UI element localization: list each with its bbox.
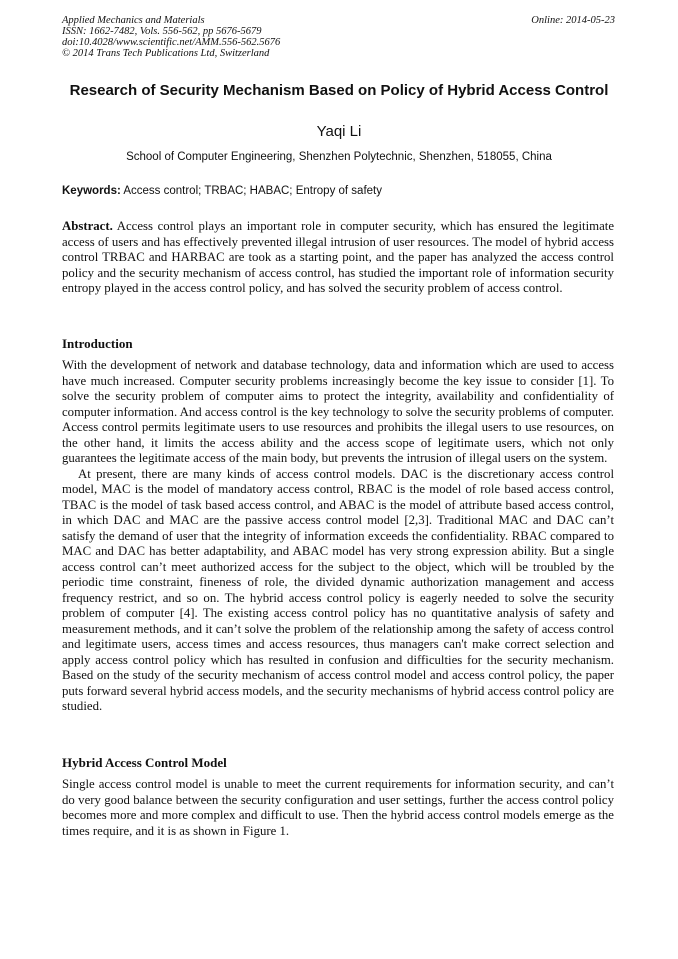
journal-header	[62, 15, 280, 59]
paragraph: Single access control model is unable to meet the current requirements for information security, and can’t do very good balance between the security configuration and user settings, further the access control policy becomes more and more complex and difficult to use. Then the hybrid access control models emerge as the times require, and it is as shown in Figure 1.	[62, 777, 614, 838]
hybrid-model-body	[62, 777, 614, 839]
keywords-label: Keywords:	[62, 185, 121, 197]
paragraph: With the development of network and database technology, data and information which are used to access have much increased. Computer security problems increasingly become the key issue to consider [1]. To solve the security problem of computer aims to protect the integrity, availability and confidentiality of computer information. And access control is the key technology to solve the security problems of computer. Access control permits legitimate users to use resources and prohibits the illegal users to use resources, on the other hand, it limits the access ability and the access scope of legitimate users, which not only guarantees the legitimate access of the main body, but prevents the intrusion of illegal users on the system.	[62, 358, 614, 465]
abstract-text: Access control plays an important role in computer security, which has ensured the legitimate access of users and has effectively prevented illegal intrusion of user resources. The model of hybrid access control TRBAC and HARBAC are took as a starting point, and the paper has analyzed the access control policy and the security mechanism of access control, has studied the important role of information security entropy played in the access control policy, and has solved the security problem of access control.	[62, 219, 614, 295]
issn-line: ISSN: 1662-7482, Vols. 556-562, pp 5676-5679	[62, 26, 262, 37]
online-date: Online: 2014-05-23	[531, 15, 615, 26]
abstract	[62, 219, 614, 297]
paragraph: At present, there are many kinds of access control models. DAC is the discretionary access control model, MAC is the model of mandatory access control, RBAC is the model of role based access control, TBAC is the model of task based access control, and ABAC is the model of attribute based access control, in which DAC and MAC are the passive access control model [2,3]. Traditional MAC and DAC can’t satisfy the demand of user that the integrity of information exceeds the confidentiality. RBAC compared to MAC and DAC has better adaptability, and ABAC model has very strong expression ability. But a single access control can’t meet authorized access for the subject to the object, which will be troubled by the periodic time constraint, fineness of role, the divided dynamic authorization management and access frequency restrict, and so on. The hybrid access control policy is eagerly needed to solve the security problem of computer [4]. The existing access control policy has no quantitative analysis of safety and measurement methods, and it can’t solve the problem of the relationship among the safety of access control and legitimate users, access times and access resources, thus managers can't make correct selection and apply access control policy which has resulted in confusion and difficulties for the security mechanism. Based on the study of the security mechanism of access control model and access control policy, the paper puts forward several hybrid access models, and the security mechanisms of hybrid access control policy are studied.	[62, 466, 614, 713]
copyright-line: © 2014 Trans Tech Publications Ltd, Switzerland	[62, 48, 270, 59]
author-affiliation: School of Computer Engineering, Shenzhen Polytechnic, Shenzhen, 518055, China	[126, 151, 552, 163]
paper-title: Research of Security Mechanism Based on Policy of Hybrid Access Control	[69, 82, 609, 99]
author-name: Yaqi Li	[316, 123, 362, 140]
keywords	[62, 184, 616, 198]
keywords-text: Access control; TRBAC; HABAC; Entropy of safety	[120, 185, 382, 197]
introduction-body	[62, 358, 614, 715]
doi-line[interactable]: doi:10.4028/www.scientific.net/AMM.556-562.5676	[62, 37, 281, 48]
section-heading-hybrid-model: Hybrid Access Control Model	[62, 755, 227, 770]
section-heading-introduction: Introduction	[62, 336, 133, 351]
abstract-label: Abstract.	[62, 219, 113, 233]
journal-name: Applied Mechanics and Materials	[62, 15, 205, 26]
